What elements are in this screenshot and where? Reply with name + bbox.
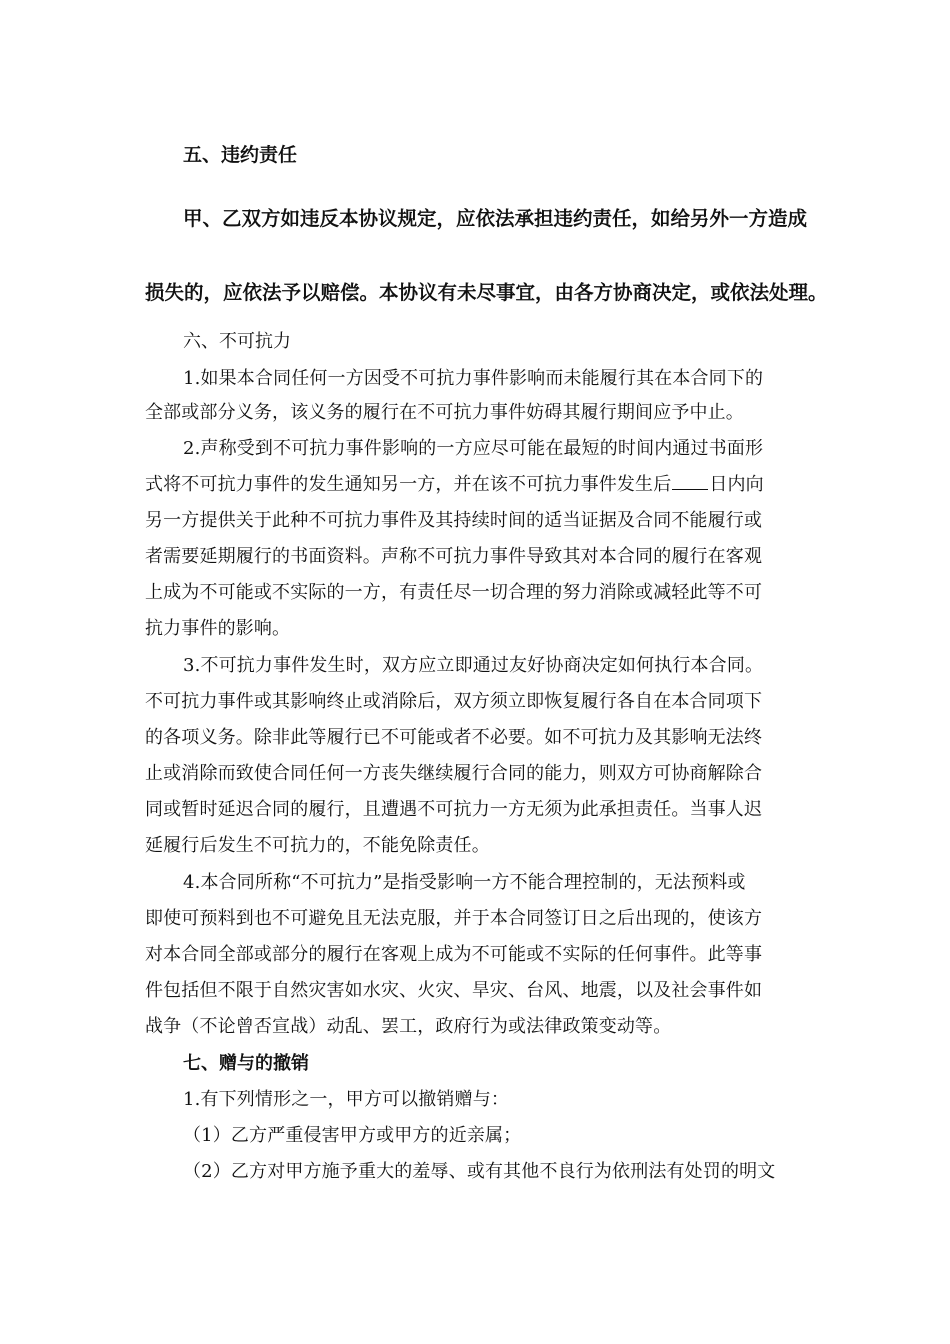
text-before-blank: 式将不可抗力事件的发生通知另一方，并在该不可抗力事件发生后 — [145, 474, 672, 495]
section-6-item-4-line: 4.本合同所称“不可抗力”是指受影响一方不能合理控制的，无法预料或 — [183, 872, 746, 893]
text-after-blank: 日内向 — [709, 474, 764, 495]
section-6-item-4-line: 对本合同全部或部分的履行在客观上成为不可能或不实际的任何事件。此等事 — [145, 944, 763, 965]
section-6-item-4-line: 件包括但不限于自然灾害如水灾、火灾、旱灾、台风、地震，以及社会事件如 — [145, 980, 763, 1001]
section-6-item-2-line: 上成为不可能或不实际的一方，有责任尽一切合理的努力消除或减轻此等不可 — [145, 582, 763, 603]
section-6-item-1-line: 全部或部分义务，该义务的履行在不可抗力事件妨碍其履行期间应予中止。 — [145, 402, 744, 423]
section-6-item-2-line: 抗力事件的影响。 — [145, 618, 291, 639]
fill-in-blank[interactable] — [672, 473, 708, 490]
section-6-title: 六、不可抗力 — [183, 331, 291, 352]
section-6-item-3-line: 同或暂时延迟合同的履行，且遭遇不可抗力一方无须为此承担责任。当事人迟 — [145, 799, 763, 820]
section-7-line: 1.有下列情形之一，甲方可以撤销赠与： — [183, 1089, 510, 1110]
section-6-item-1-line: 1.如果本合同任何一方因受不可抗力事件影响而未能履行其在本合同下的 — [183, 368, 764, 389]
section-6-item-4-line: 即使可预料到也不可避免且无法克服，并于本合同签订日之后出现的，使该方 — [145, 908, 763, 929]
section-5-para-line-2: 损失的，应依法予以赔偿。本协议有未尽事宜，由各方协商决定，或依法处理。 — [145, 281, 828, 304]
section-6-item-3-line: 3.不可抗力事件发生时，双方应立即通过友好协商决定如何执行本合同。 — [183, 655, 764, 676]
section-6-item-2-line: 者需要延期履行的书面资料。声称不可抗力事件导致其对本合同的履行在客观 — [145, 546, 763, 567]
section-6-item-3-line: 止或消除而致使合同任何一方丧失继续履行合同的能力，则双方可协商解除合 — [145, 763, 763, 784]
section-7-line: （2）乙方对甲方施予重大的羞辱、或有其他不良行为依刑法有处罚的明文 — [183, 1161, 776, 1182]
section-7-title: 七、赠与的撤销 — [183, 1053, 309, 1074]
section-6-item-3-line: 不可抗力事件或其影响终止或消除后，双方须立即恢复履行各自在本合同项下 — [145, 691, 763, 712]
section-7-line: （1）乙方严重侵害甲方或甲方的近亲属； — [183, 1125, 522, 1146]
section-5-title: 五、违约责任 — [183, 144, 298, 166]
section-6-item-2-line: 另一方提供关于此种不可抗力事件及其持续时间的适当证据及合同不能履行或 — [145, 510, 763, 531]
section-6-item-3-line: 延履行后发生不可抗力的，不能免除责任。 — [145, 835, 490, 856]
section-6-item-4-line: 战争（不论曾否宣战）动乱、罢工，政府行为或法律政策变动等。 — [145, 1016, 672, 1037]
section-6-item-3-line: 的各项义务。除非此等履行已不可能或者不必要。如不可抗力及其影响无法终 — [145, 727, 763, 748]
section-6-item-2-line: 2.声称受到不可抗力事件影响的一方应尽可能在最短的时间内通过书面形 — [183, 438, 764, 459]
section-5-para-line-1: 甲、乙双方如违反本协议规定，应依法承担违约责任，如给另外一方造成 — [183, 207, 808, 230]
section-6-item-2-line — [145, 470, 764, 496]
